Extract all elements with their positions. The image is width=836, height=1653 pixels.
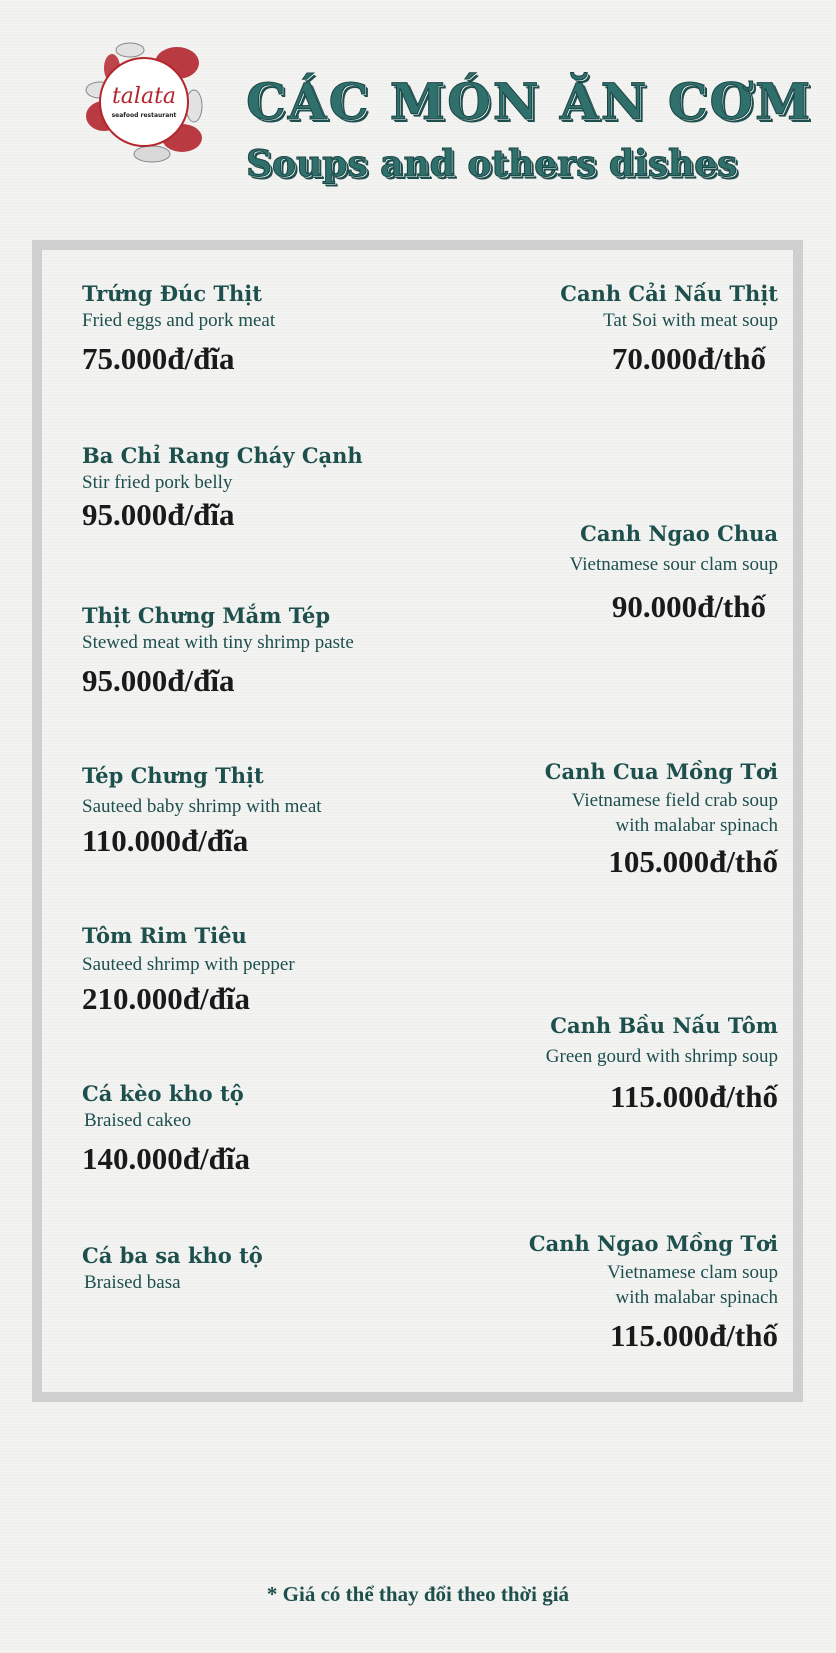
dish-price: 95.000đ/đĩa bbox=[82, 497, 235, 532]
dish-description: Vietnamese clam soup bbox=[607, 1262, 778, 1283]
dish-price: 110.000đ/đĩa bbox=[82, 823, 249, 858]
logo-brand: talata bbox=[111, 84, 177, 109]
dish-description: Vietnamese sour clam soup bbox=[569, 554, 778, 575]
dish-name: Ba Chỉ Rang Cháy Cạnh bbox=[82, 443, 363, 468]
menu-item bbox=[546, 1012, 778, 1117]
dish-name: Canh Ngao Chua bbox=[580, 521, 778, 546]
menu-item bbox=[82, 922, 295, 1019]
dish-description: Stewed meat with tiny shrimp paste bbox=[82, 632, 354, 653]
dish-price: 70.000đ/thố bbox=[611, 341, 766, 376]
menu-item bbox=[570, 520, 778, 627]
dish-description: Fried eggs and pork meat bbox=[82, 310, 276, 331]
dish-price: 115.000đ/thố bbox=[610, 1318, 778, 1353]
dish-description: Stir fried pork belly bbox=[82, 472, 233, 493]
dish-name: Canh Cua Mồng Tơi bbox=[544, 759, 778, 784]
dish-description: Braised basa bbox=[84, 1272, 181, 1293]
menu-item bbox=[82, 1080, 250, 1179]
dish-name: Canh Ngao Mồng Tơi bbox=[528, 1231, 778, 1256]
dish-price: 90.000đ/thố bbox=[611, 589, 766, 624]
menu-item bbox=[82, 280, 275, 379]
dish-price: 95.000đ/đĩa bbox=[82, 663, 235, 698]
dish-description-line2: with malabar spinach bbox=[615, 815, 778, 836]
menu-item bbox=[82, 1242, 263, 1295]
menu-item bbox=[82, 442, 363, 535]
dish-price: 75.000đ/đĩa bbox=[82, 341, 235, 376]
dish-description: Vietnamese field crab soup bbox=[571, 790, 778, 811]
page-title-vi: CÁC MÓN ĂN CƠM bbox=[246, 72, 813, 131]
dish-name: Thịt Chưng Mắm Tép bbox=[82, 603, 331, 628]
dish-name: Canh Cải Nấu Thịt bbox=[560, 281, 778, 306]
dish-description: Braised cakeo bbox=[84, 1110, 192, 1131]
dish-price: 105.000đ/thố bbox=[608, 844, 778, 879]
dish-price: 115.000đ/thố bbox=[610, 1079, 778, 1114]
menu-item bbox=[545, 758, 778, 882]
page-title-en: Soups and others dishes bbox=[246, 143, 738, 185]
dish-description: Sauteed shrimp with pepper bbox=[82, 954, 295, 975]
dish-name: Cá ba sa kho tộ bbox=[82, 1243, 263, 1268]
menu-item bbox=[529, 1230, 778, 1356]
dish-name: Trứng Đúc Thịt bbox=[82, 281, 262, 306]
dish-name: Tôm Rim Tiêu bbox=[82, 923, 247, 948]
dish-description: Tat Soi with meat soup bbox=[603, 310, 778, 331]
dish-description: Sauteed baby shrimp with meat bbox=[82, 796, 322, 817]
price-disclaimer: * Giá có thể thay đổi theo thời giá bbox=[266, 1582, 570, 1606]
dish-description-line2: with malabar spinach bbox=[615, 1287, 778, 1308]
menu-item bbox=[560, 280, 778, 379]
logo-tagline: seafood restaurant bbox=[111, 112, 177, 119]
dish-name: Cá kèo kho tộ bbox=[82, 1081, 244, 1106]
dish-name: Tép Chưng Thịt bbox=[82, 763, 264, 788]
restaurant-logo bbox=[82, 38, 208, 166]
menu-item bbox=[82, 762, 322, 861]
menu-item bbox=[82, 602, 354, 701]
dish-price: 210.000đ/đĩa bbox=[82, 981, 250, 1016]
dish-name: Canh Bầu Nấu Tôm bbox=[550, 1013, 778, 1038]
dish-description: Green gourd with shrimp soup bbox=[545, 1046, 778, 1067]
dish-price: 140.000đ/đĩa bbox=[82, 1141, 250, 1176]
